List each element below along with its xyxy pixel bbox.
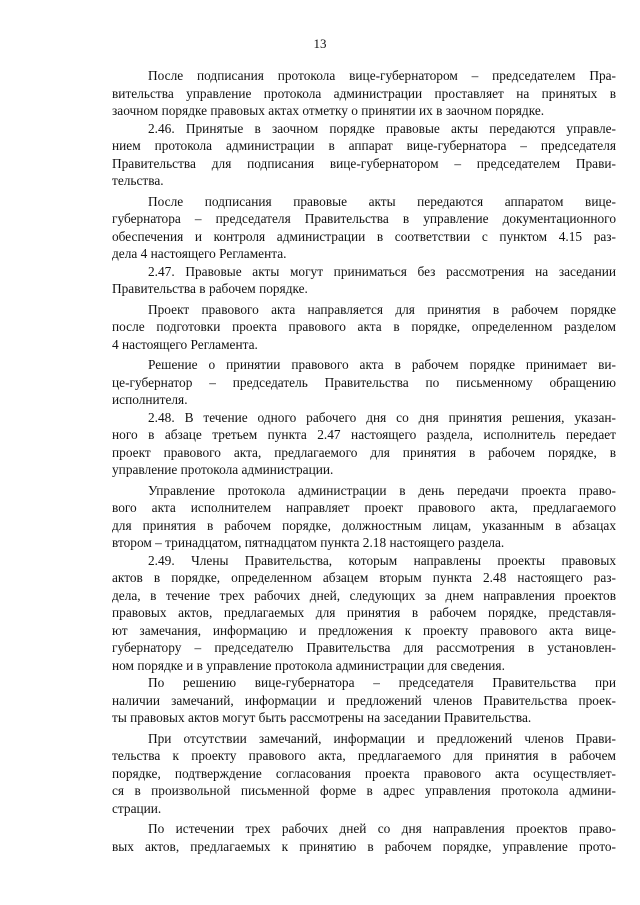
text-line: ся в произвольной письменной форме в адрес управления протокола админи-: [112, 783, 616, 798]
text-line: 2.49. Члены Правительства, которым направлены проекты правовых: [148, 552, 616, 568]
text-line: для принятия в рабочем порядке, должностным лицам, указанным в абзацах: [112, 517, 616, 533]
text-line: тельства к проекту правового акта, предлагаемого для принятия в рабочем: [112, 748, 616, 763]
text-line: нием протокола администрации в аппарат вице-губернатора – председателя: [112, 138, 616, 153]
text-line: дела, в течение трех рабочих дней, следующих за днем направления проектов: [112, 587, 616, 603]
text-line: правовых актов, предлагаемых для принятия в рабочем порядке, представля-: [112, 605, 616, 620]
text-line: После подписания правовые акты передаются аппаратом вице-: [148, 193, 616, 209]
text-line: ном порядке и в управление протокола администрации для сведения.: [112, 657, 505, 673]
text-line: порядке, подтверждение согласования проекта правового акта осуществляет-: [112, 765, 616, 781]
document-body: [112, 67, 616, 855]
text-line: управление протокола администрации.: [112, 462, 334, 477]
text-line: ют замечания, информацию и предложения к проекту правового акта вице-: [112, 622, 616, 638]
text-line: Проект правового акта направляется для принятия в рабочем порядке: [148, 301, 616, 317]
text-line: заочном порядке правовых актах отметку о принятии их в заочном порядке.: [112, 103, 545, 118]
text-line: страции.: [112, 800, 162, 816]
text-line: губернатору – председателю Правительства для рассмотрения в установлен-: [112, 640, 616, 655]
text-line: вительства управление протокола администрации проставляет на принятых в: [112, 85, 616, 101]
text-line: ты правовых актов могут быть рассмотрены на заседании Правительства.: [112, 710, 532, 725]
text-line: Правительства для подписания вице-губернатором – председателем Прави-: [112, 155, 616, 171]
text-line: наличии замечаний, информации и предложений членов Правительства проек-: [112, 692, 616, 708]
text-line: тельства.: [112, 173, 164, 188]
text-line: Решение о принятии правового акта в рабочем порядке принимает ви-: [148, 357, 616, 372]
text-line: Правительства в рабочем порядке.: [112, 281, 308, 296]
text-line: 4 настоящего Регламента.: [112, 336, 258, 352]
text-line: актов в порядке, определенном абзацем вторым пункта 2.48 настоящего раз-: [112, 570, 616, 585]
text-line: вого акта исполнителем направляет проект правового акта, предлагаемого: [112, 500, 616, 515]
text-line: губернатора – председателя Правительства в управление документационного: [112, 211, 616, 226]
text-line: 2.48. В течение одного рабочего дня со дня принятия решения, указан-: [148, 409, 616, 425]
text-line: 2.47. Правовые акты могут приниматься без рассмотрения на заседании: [148, 263, 616, 279]
text-line: после подготовки проекта правового акта в порядке, определенном разделом: [112, 319, 616, 334]
text-line: дела 4 настоящего Регламента.: [112, 246, 287, 261]
text-line: При отсутствии замечаний, информации и предложений членов Прави-: [148, 730, 616, 746]
text-line: Управление протокола администрации в день передачи проекта право-: [148, 482, 616, 498]
text-line: После подписания протокола вице-губернатором – председателем Пра-: [148, 68, 616, 83]
text-line: ного в абзаце третьем пункта 2.47 настоящего раздела, исполнитель передает: [112, 427, 616, 442]
text-line: вых актов, предлагаемых к принятию в рабочем порядке, управление прото-: [112, 838, 616, 854]
text-line: 2.46. Принятые в заочном порядке правовые акты передаются управле-: [148, 120, 616, 136]
text-line: це-губернатор – председатель Правительства по письменному обращению: [112, 374, 616, 390]
text-line: проект правового акта, предлагаемого для принятия в рабочем порядке, в: [112, 444, 616, 460]
text-line: втором – тринадцатом, пятнадцатом пункта 2.18 настоящего раздела.: [112, 535, 505, 550]
text-line: исполнителя.: [112, 392, 188, 407]
text-line: По решению вице-губернатора – председателя Правительства при: [148, 675, 616, 690]
text-line: По истечении трех рабочих дней со дня направления проектов право-: [148, 821, 616, 836]
page-number: 13: [313, 36, 327, 51]
text-line: обеспечения и контроля администрации в соответствии с пунктом 4.15 раз-: [112, 228, 616, 244]
